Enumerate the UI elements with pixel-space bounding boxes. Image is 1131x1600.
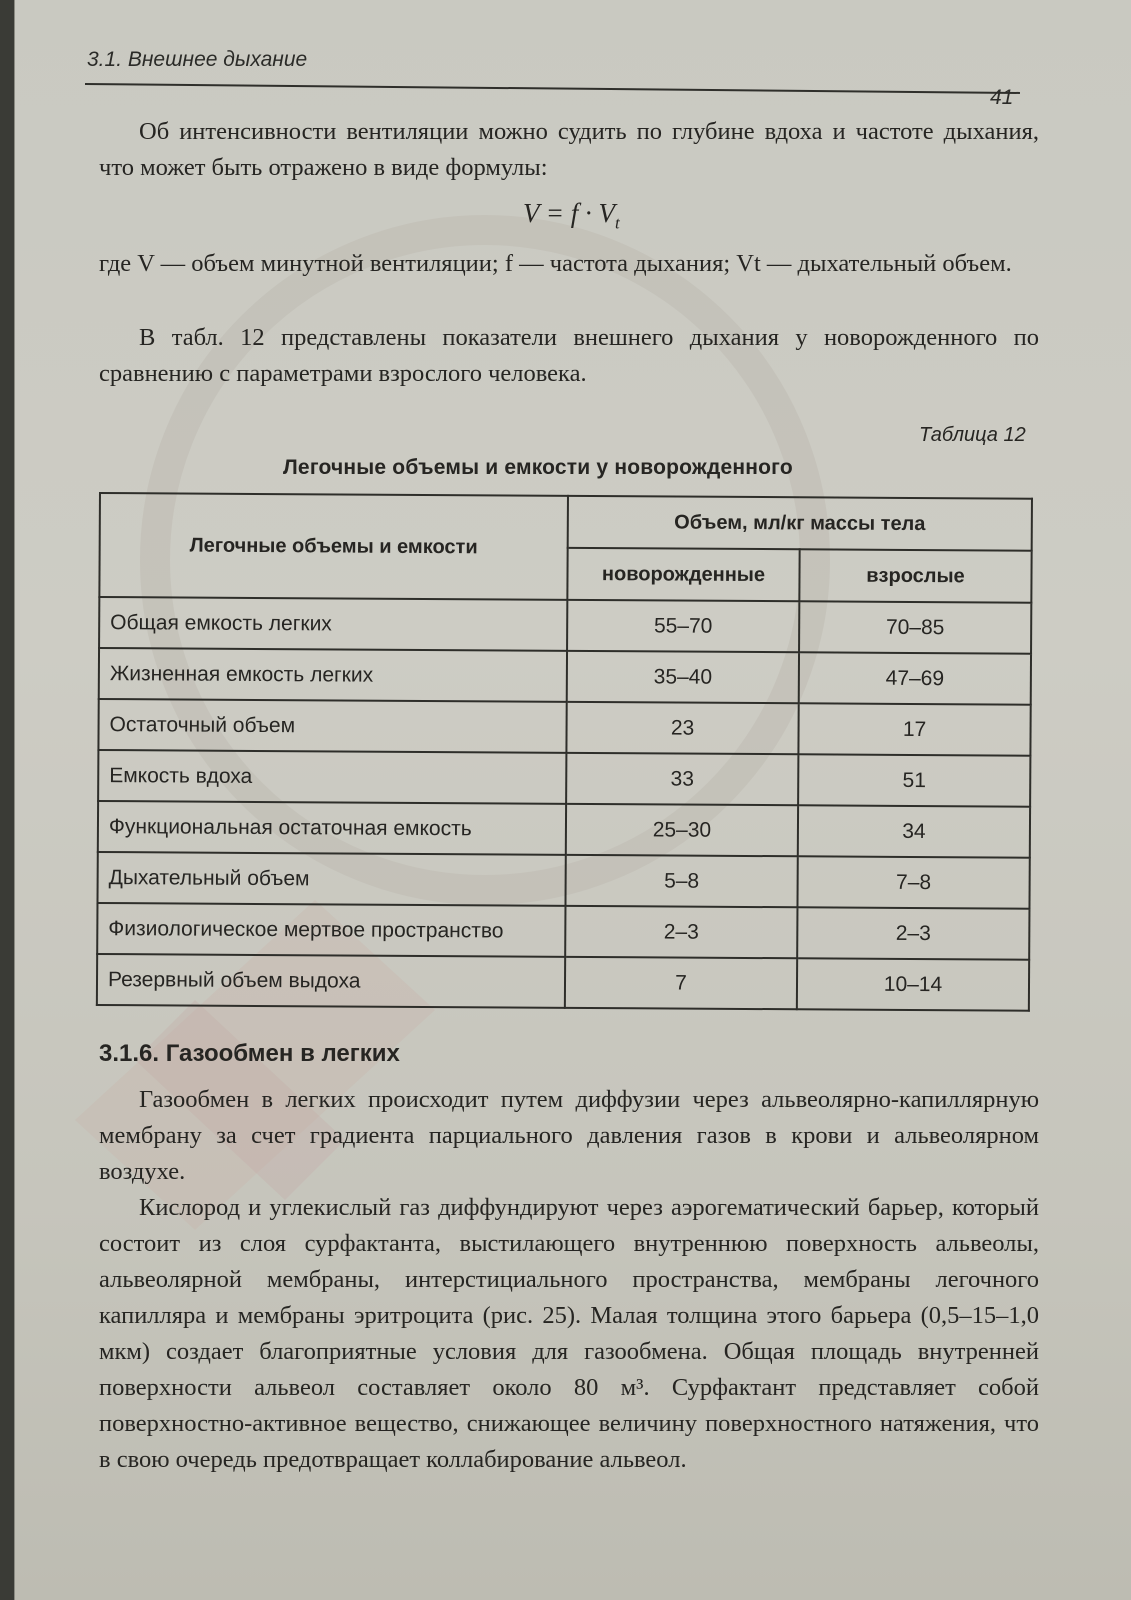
ventilation-formula [523, 198, 620, 233]
column-header-volumes: Легочные объемы и емкости [99, 493, 568, 600]
table-row [97, 903, 1029, 960]
row-label: Остаточный объем [98, 699, 566, 753]
formula-subscript: t [614, 213, 620, 233]
newborn-value: 33 [566, 753, 798, 805]
page-number: 41 [990, 86, 1014, 109]
row-label: Жизненная емкость легких [99, 648, 567, 702]
adult-value: 2–3 [797, 907, 1029, 959]
newborn-value: 2–3 [565, 906, 797, 958]
table-caption: Таблица 12 [919, 424, 1026, 446]
table-row [98, 699, 1030, 756]
formula-main: V = f · V [523, 198, 615, 228]
table-row [98, 750, 1030, 807]
column-header-group: Объем, мл/кг массы тела [568, 496, 1032, 551]
intro-paragraph-3: В табл. 12 представлены показатели внешнего дыхания у новорожденного по сравнению с параметрами взрослого человека. [99, 324, 1039, 387]
newborn-value: 5–8 [565, 855, 797, 907]
newborn-value: 55–70 [567, 600, 799, 652]
table-row [97, 852, 1029, 909]
section-heading: 3.1.6. Газообмен в легких [99, 1040, 400, 1067]
section-paragraph-2: Кислород и углекислый газ диффундируют через аэрогематический барьер, который состоит из слоя сурфактанта, выстилающего внутреннюю поверхность альвеолы, альвеолярной мембраны, интерстициального пространства, мембраны легочного капилляра и мембраны эритроцита (рис. 25). Малая толщина этого барьера (0,5–15–1,0 мкм) создает благоприятные условия для газообмена. Общая площадь внутренней поверхности альвеол составляет около 80 м³. Сурфактант представляет собой поверхностно-активное вещество, снижающее величину поверхностного натяжения, что в свою очередь предотвращает коллабирование альвеол. [99, 1194, 1039, 1473]
table-title: Легочные объемы и емкости у новорожденного [283, 456, 793, 479]
lung-volumes-table [96, 492, 1033, 1012]
column-header-adult: взрослые [799, 549, 1031, 602]
adult-value: 70–85 [799, 601, 1031, 653]
table-body [97, 597, 1031, 1011]
newborn-value: 23 [566, 702, 798, 754]
adult-value: 10–14 [797, 958, 1029, 1010]
adult-value: 47–69 [799, 652, 1031, 704]
table-row [97, 954, 1029, 1011]
table-row [98, 801, 1030, 858]
row-label: Общая емкость легких [99, 597, 567, 651]
row-label: Дыхательный объем [97, 852, 565, 906]
section-paragraph-1: Газообмен в легких происходит путем диффузии через альвеолярно-капиллярную мембрану за счет градиента парциального давления газов в крови и альвеолярном воздухе. [99, 1086, 1039, 1185]
table-row [99, 648, 1031, 705]
newborn-value: 7 [565, 957, 797, 1009]
intro-paragraph-1: Об интенсивности вентиляции можно судить по глубине вдоха и частоте дыхания, что может быть отражено в виде формулы: [99, 118, 1039, 181]
adult-value: 51 [798, 754, 1030, 806]
newborn-value: 25–30 [566, 804, 798, 856]
adult-value: 7–8 [797, 856, 1029, 908]
row-label: Физиологическое мертвое пространство [97, 903, 565, 957]
book-page [14, 0, 1131, 1600]
row-label: Резервный объем выдоха [97, 954, 565, 1008]
column-header-newborn: новорожденные [567, 548, 799, 601]
adult-value: 17 [798, 703, 1030, 755]
header-rule [85, 83, 1020, 94]
intro-paragraph-2: где V — объем минутной вентиляции; f — частота дыхания; Vt — дыхательный объем. [99, 250, 1012, 277]
row-label: Функциональная остаточная емкость [98, 801, 566, 855]
running-head: 3.1. Внешнее дыхание [87, 48, 308, 71]
adult-value: 34 [798, 805, 1030, 857]
table-row [99, 597, 1031, 654]
row-label: Емкость вдоха [98, 750, 566, 804]
newborn-value: 35–40 [567, 651, 799, 703]
